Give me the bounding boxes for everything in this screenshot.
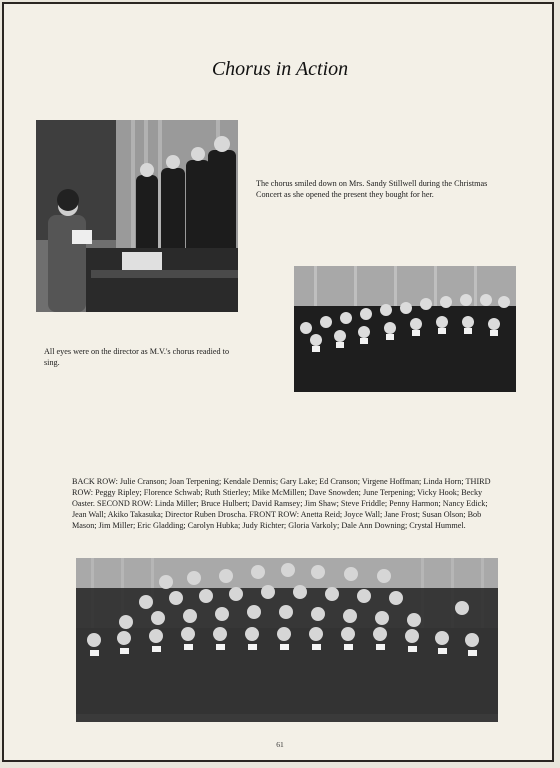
caption-top-photo: The chorus smiled down on Mrs. Sandy Stillwell during the Christmas Concert as she opened the present they bought for her. <box>256 179 488 199</box>
photo-chorus-group-image <box>76 558 498 722</box>
caption-middle-photo: All eyes were on the director as M.V.'s chorus readied to sing. <box>44 347 230 367</box>
photo-christmas-concert <box>36 120 238 312</box>
page-title: Chorus in Action <box>211 58 349 80</box>
photo-chorus-readied <box>294 266 516 392</box>
photo-christmas-concert-image <box>36 120 238 312</box>
page-number: 61 <box>276 740 284 749</box>
roster-caption: BACK ROW: Julie Cranson; Joan Terpening; Kendale Dennis; Gary Lake; Ed Cranson; Virgene Hoffman; Linda Horn; THIRD ROW: Peggy Ripley; Florence Schwab; Ruth Stierley; Mike McMillen; Dave Snowden; June Terpening; Vicky Hook; Becky Oaster. SECOND ROW: Linda Miller; Bruce Hulbert; David Ramsey; Jim Shaw; Steve Friddle; Penny Harmon; Nancy Edick; Jean Wall; Akiko Takasuka; Director Ruben Droscha. FRONT ROW: Anetta Reid; Joyce Wall; Jane Frost; Susan Olson; Bob Mason; Jim Miller; Eric Gladding; Carolyn Hubka; Judy Richter; Gloria Varkoly; Dale Ann Downing; Crystal Hummel. <box>72 477 491 530</box>
photo-chorus-readied-image <box>294 266 516 392</box>
photo-chorus-group <box>76 558 498 722</box>
